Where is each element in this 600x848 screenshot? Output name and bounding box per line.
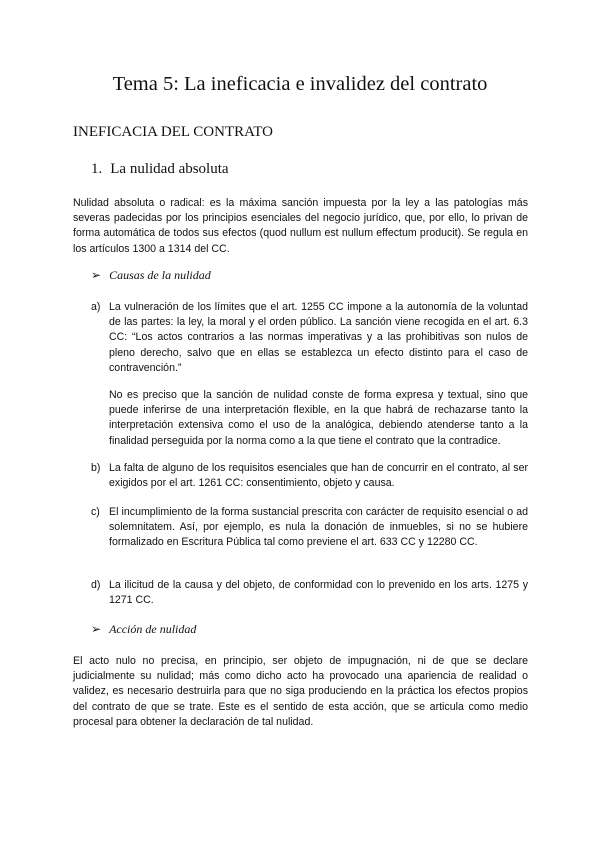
subsection-label: La nulidad absoluta	[110, 161, 229, 177]
list-item-continuation: No es preciso que la sanción de nulidad conste de forma expresa y textual, sino que puede inferirse de una interpretación flexible, en la que habrá de rechazarse tanto la interpretación extensiva como el uso de la analógica, debiendo atenderse tanto a la finalidad perseguida por la norma como a la que tiene el contrato que la contradice.	[109, 389, 528, 447]
bullet-accion	[91, 622, 196, 637]
subsection-number: 1.	[91, 161, 103, 177]
list-item-letter: d)	[91, 579, 101, 591]
intro-paragraph: Nulidad absoluta o radical: es la máxima sanción impuesta por la ley a las patologías más severas padecidas por los principios esenciales del negocio jurídico, que, por ello, lo privan de forma automática de todos sus efectos (quod nullum est nullum effectum producit). Se regula en los artículos 1300 a 1314 del CC.	[73, 197, 528, 255]
list-item-text: La ilicitud de la causa y del objeto, de conformidad con lo prevenido en los arts. 1275 y 1271 CC.	[109, 579, 528, 607]
bullet-causas-label: Causas de la nulidad	[109, 268, 211, 282]
list-item-letter: a)	[91, 301, 101, 313]
arrow-bullet-icon: ➢	[91, 622, 102, 636]
section-heading: INEFICACIA DEL CONTRATO	[73, 124, 274, 140]
list-item-text: El incumplimiento de la forma sustancial prescrita con carácter de requisito esencial o ad solemnitatem. Así, por ejemplo, es nula la donación de inmuebles, si no se hubiere formalizado en Escritura Pública tal como previene el art. 633 CC y 12280 CC.	[109, 506, 528, 549]
accion-paragraph: El acto nulo no precisa, en principio, ser objeto de impugnación, ni de que se declare judicialmente su nulidad; más como dicho acto ha provocado una apariencia de realidad o validez, es necesario destruirla para que no siga produciendo en la práctica los efectos propios del contrato de que se trate. Este es el sentido de esta acción, que se articula como medio procesal para obtener la declaración de tal nulidad.	[73, 655, 528, 728]
list-item-letter: b)	[91, 462, 101, 474]
list-item-letter: c)	[91, 506, 100, 518]
subsection-heading	[91, 161, 229, 178]
document-title: Tema 5: La ineficacia e invalidez del contrato	[112, 73, 488, 95]
list-item-text: La falta de alguno de los requisitos esenciales que han de concurrir en el contrato, al ser exigidos por el art. 1261 CC: consentimiento, objeto y causa.	[109, 462, 528, 490]
bullet-accion-label: Acción de nulidad	[109, 622, 197, 636]
list-item-text: La vulneración de los límites que el art. 1255 CC impone a la autonomía de la voluntad de las partes: la ley, la moral y el orden público. La sanción viene recogida en el art. 6.3 CC: “Los actos contrarios a las normas imperativas y a las prohibitivas son nulos de pleno derecho, salvo que en ellas se establezca un efecto distinto para el caso de contravención.”	[109, 301, 528, 374]
arrow-bullet-icon: ➢	[91, 268, 102, 282]
bullet-causas	[91, 268, 211, 283]
